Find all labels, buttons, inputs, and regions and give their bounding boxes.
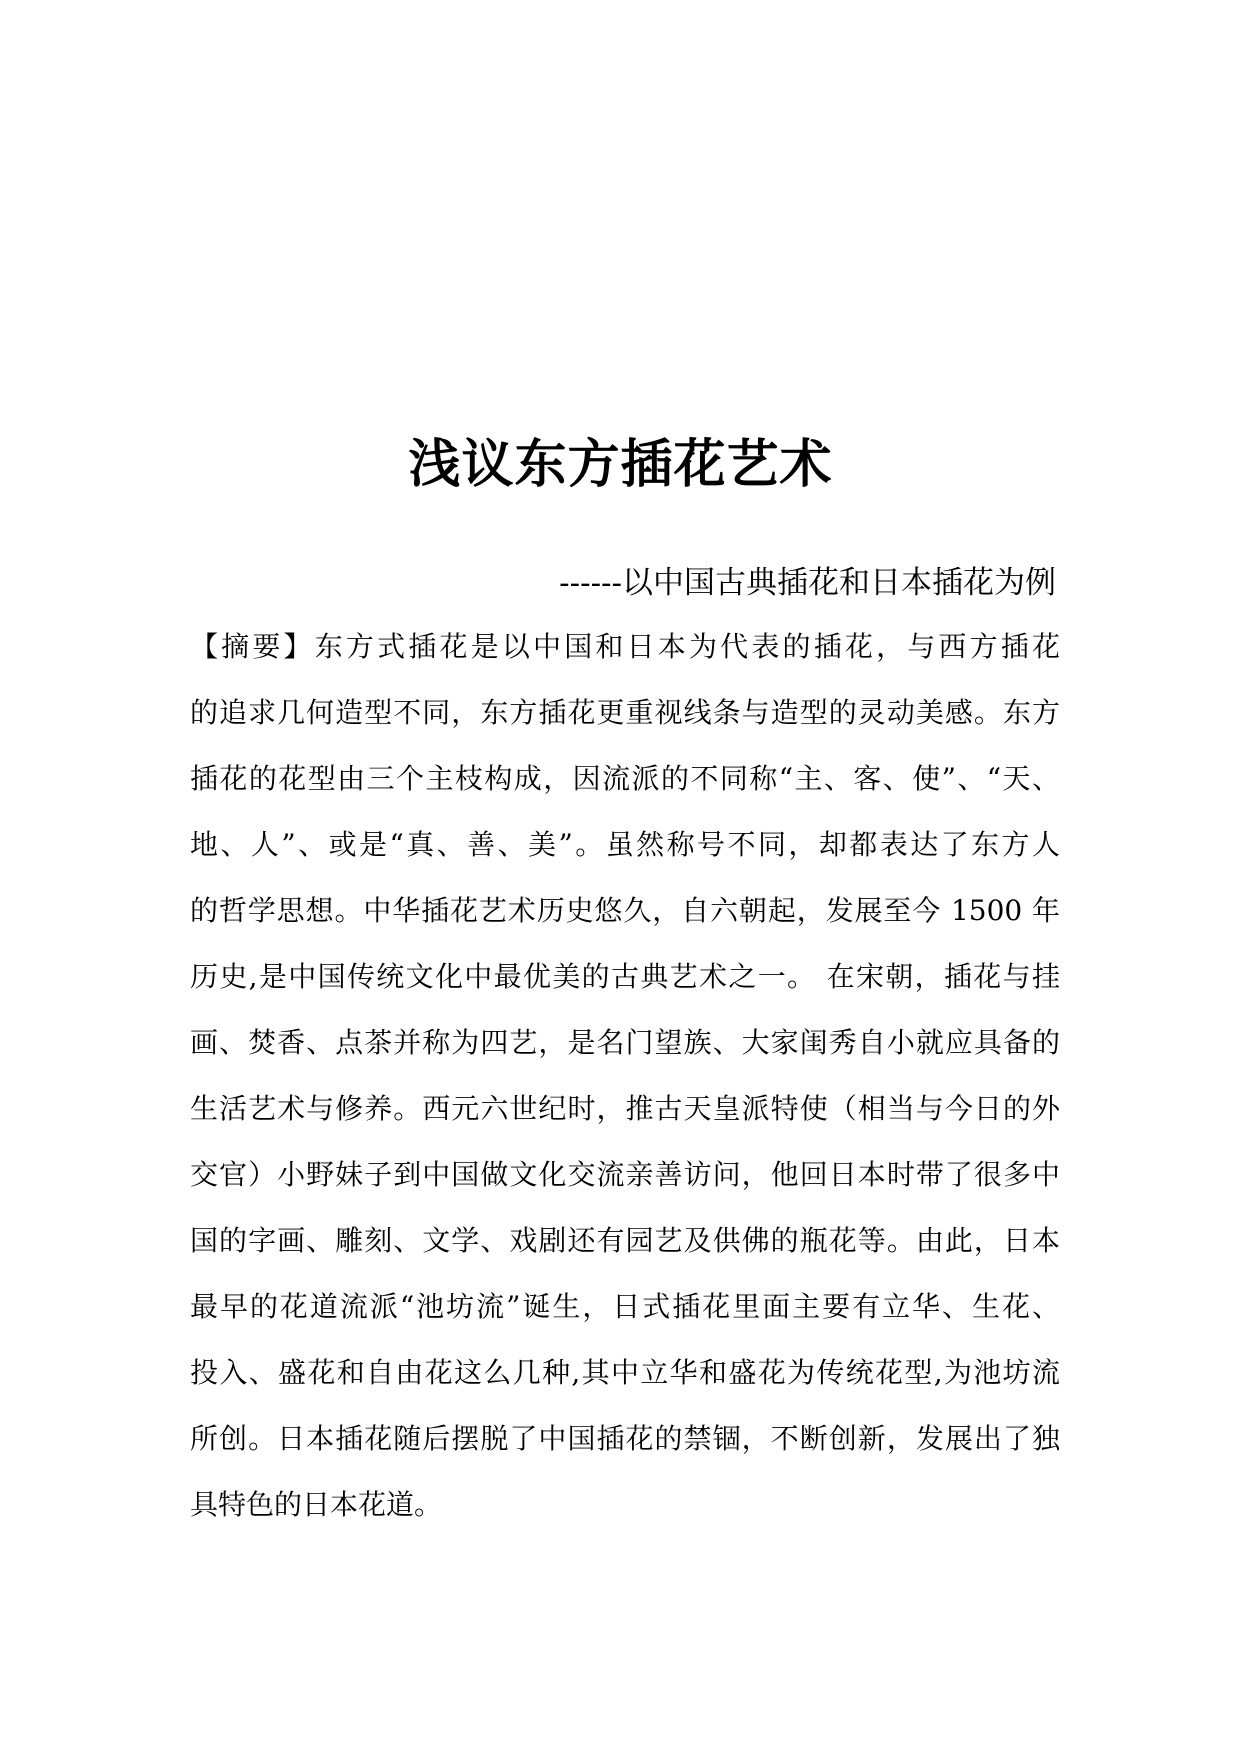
- paragraph-line: 【摘要】东方式插花是以中国和日本为代表的插花，与西方插花: [190, 630, 1060, 663]
- paragraph-line: 所创。日本插花随后摆脱了中国插花的禁锢，不断创新，发展出了独: [190, 1422, 1060, 1455]
- paragraph-line-last: 具特色的日本花道。: [190, 1488, 443, 1521]
- paragraph-line: 交官）小野妹子到中国做文化交流亲善访问，他回日本时带了很多中: [190, 1158, 1060, 1191]
- document-title: 浅议东方插花艺术: [408, 435, 833, 495]
- paragraph-line: 国的字画、雕刻、文学、戏剧还有园艺及供佛的瓶花等。由此，日本: [190, 1224, 1060, 1257]
- document-subtitle: ------以中国古典插花和日本插花为例: [559, 565, 1056, 601]
- paragraph-line: 最早的花道流派“池坊流”诞生，日式插花里面主要有立华、生花、: [190, 1290, 1060, 1323]
- paragraph-line: 的追求几何造型不同，东方插花更重视线条与造型的灵动美感。东方: [190, 696, 1060, 729]
- paragraph-line: 地、人”、或是“真、善、美”。虽然称号不同，却都表达了东方人: [190, 828, 1060, 861]
- paragraph-line: 画、焚香、点茶并称为四艺，是名门望族、大家闺秀自小就应具备的: [190, 1026, 1060, 1059]
- paragraph-line: 生活艺术与修养。西元六世纪时，推古天皇派特使（相当与今日的外: [190, 1092, 1060, 1125]
- paragraph-line: 历史,是中国传统文化中最优美的古典艺术之一。 在宋朝，插花与挂: [190, 960, 1060, 993]
- abstract-paragraph: [190, 625, 1060, 1549]
- paragraph-line: 的哲学思想。中华插花艺术历史悠久，自六朝起，发展至今 1500 年: [190, 894, 1060, 927]
- paragraph-line: 投入、盛花和自由花这么几种,其中立华和盛花为传统花型,为池坊流: [190, 1356, 1060, 1389]
- paragraph-line: 插花的花型由三个主枝构成，因流派的不同称“主、客、使”、“天、: [190, 762, 1060, 795]
